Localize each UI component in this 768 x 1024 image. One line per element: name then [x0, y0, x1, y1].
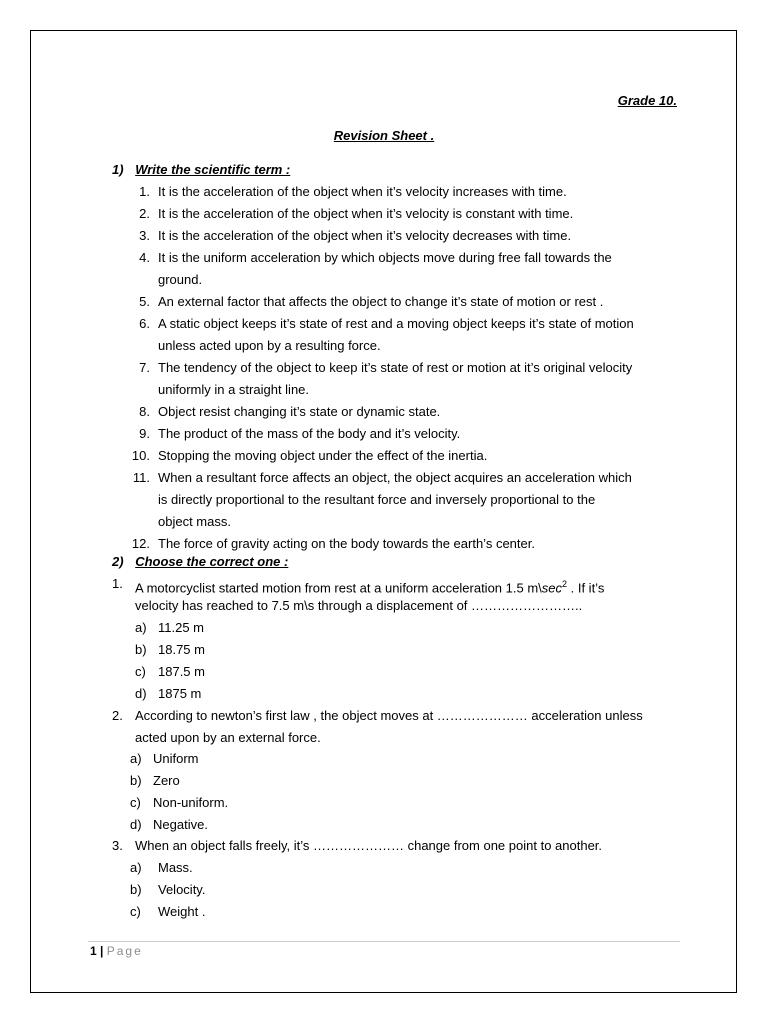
term-item-text: When a resultant force affects an object, the object acquires an acceleration which: [158, 470, 632, 485]
term-item-number: 2.: [139, 206, 150, 221]
question-3-option-letter: b): [130, 882, 142, 897]
question-2-option-letter: c): [130, 795, 141, 810]
term-item-number: 8.: [139, 404, 150, 419]
section-1-number: 1): [112, 162, 124, 177]
question-3-option-letter: c): [130, 904, 141, 919]
question-3-option-letter: a): [130, 860, 142, 875]
term-item-number: 1.: [139, 184, 150, 199]
page-footer: [90, 944, 143, 958]
question-2-option-letter: b): [130, 773, 142, 788]
section-2-heading: [112, 551, 288, 573]
question-3-option-text: Velocity.: [158, 882, 206, 897]
term-item-number: 3.: [139, 228, 150, 243]
question-2-option-letter: a): [130, 751, 142, 766]
term-item-text: The force of gravity acting on the body towards the earth’s center.: [158, 536, 535, 551]
section-1-heading: [112, 159, 290, 181]
term-item-text: is directly proportional to the resultant force and inversely proportional to the: [158, 492, 596, 507]
term-item-text: It is the acceleration of the object when it’s velocity increases with time.: [158, 184, 567, 199]
question-3-option-text: Weight .: [158, 904, 206, 919]
question-1-line-2: velocity has reached to 7.5 m\s through a displacement of ……………………..: [135, 598, 583, 613]
term-item-number: 9.: [139, 426, 150, 441]
question-1-line-1: A motorcyclist started motion from rest at a uniform acceleration 1.5 $m\backslash\sec^2$ . If it’s: [135, 579, 605, 596]
section-2-title: Choose the correct one :: [135, 554, 289, 569]
term-item-text: It is the acceleration of the object when it’s velocity is constant with time.: [158, 206, 574, 221]
question-3-option-text: Mass.: [158, 860, 193, 875]
question-2-line-1: According to newton’s first law , the object moves at ………………… acceleration unless: [135, 708, 643, 723]
section-1-title: Write the scientific term :: [135, 162, 291, 177]
term-item-number: 6.: [139, 316, 150, 331]
question-1-number: 1.: [112, 576, 123, 591]
question-2-option-text: Zero: [153, 773, 180, 788]
footer-page-label: Page: [106, 944, 143, 958]
term-item-text: uniformly in a straight line.: [158, 382, 310, 397]
question-2-line-2: acted upon by an external force.: [135, 730, 321, 745]
term-item-text: unless acted upon by a resulting force.: [158, 338, 381, 353]
question-2-option-text: Negative.: [153, 817, 208, 832]
question-1-option-text: 18.75 m: [158, 642, 205, 657]
question-1-option-text: 11.25 m: [158, 620, 205, 635]
footer-page-number: 1: [90, 944, 97, 958]
term-item-text: Stopping the moving object under the effect of the inertia.: [158, 448, 488, 463]
question-1-option-letter: b): [135, 642, 147, 657]
term-item-text: object mass.: [158, 514, 231, 529]
question-1-option-text: 1875 m: [158, 686, 202, 701]
question-1-option-letter: d): [135, 686, 147, 701]
question-2-option-letter: d): [130, 817, 142, 832]
footer-separator: |: [100, 944, 104, 958]
term-item-text: An external factor that affects the object to change it’s state of motion or rest .: [158, 294, 604, 309]
question-2-option-text: Uniform: [153, 751, 199, 766]
term-item-text: A static object keeps it’s state of rest and a moving object keeps it’s state of motion: [158, 316, 634, 331]
grade-label: Grade 10.: [617, 93, 677, 108]
term-item-number: 12.: [131, 536, 150, 551]
question-2-option-text: Non-uniform.: [153, 795, 229, 810]
term-item-text: The tendency of the object to keep it’s state of rest or motion at it’s original velocity: [158, 360, 633, 375]
term-item-text: It is the acceleration of the object when it’s velocity decreases with time.: [158, 228, 572, 243]
term-item-number: 11.: [132, 470, 150, 485]
question-1-option-letter: c): [135, 664, 146, 679]
question-3-number: 3.: [112, 838, 123, 853]
question-2-number: 2.: [112, 708, 123, 723]
footer-divider: [88, 941, 680, 942]
term-item-number: 7.: [139, 360, 150, 375]
question-1-option-letter: a): [135, 620, 147, 635]
section-2-number: 2): [112, 554, 124, 569]
term-item-text: Object resist changing it’s state or dynamic state.: [158, 404, 441, 419]
term-item-text: ground.: [158, 272, 203, 287]
term-item-number: 5.: [139, 294, 150, 309]
question-1-option-text: 187.5 m: [158, 664, 205, 679]
question-3-line-1: When an object falls freely, it’s ………………… change from one point to another.: [135, 838, 603, 853]
term-item-number: 10.: [131, 448, 150, 463]
term-item-text: The product of the mass of the body and it’s velocity.: [158, 426, 461, 441]
sheet-title: Revision Sheet .: [333, 128, 435, 143]
term-item-text: It is the uniform acceleration by which objects move during free fall towards the: [158, 250, 612, 265]
term-item-number: 4.: [139, 250, 150, 265]
